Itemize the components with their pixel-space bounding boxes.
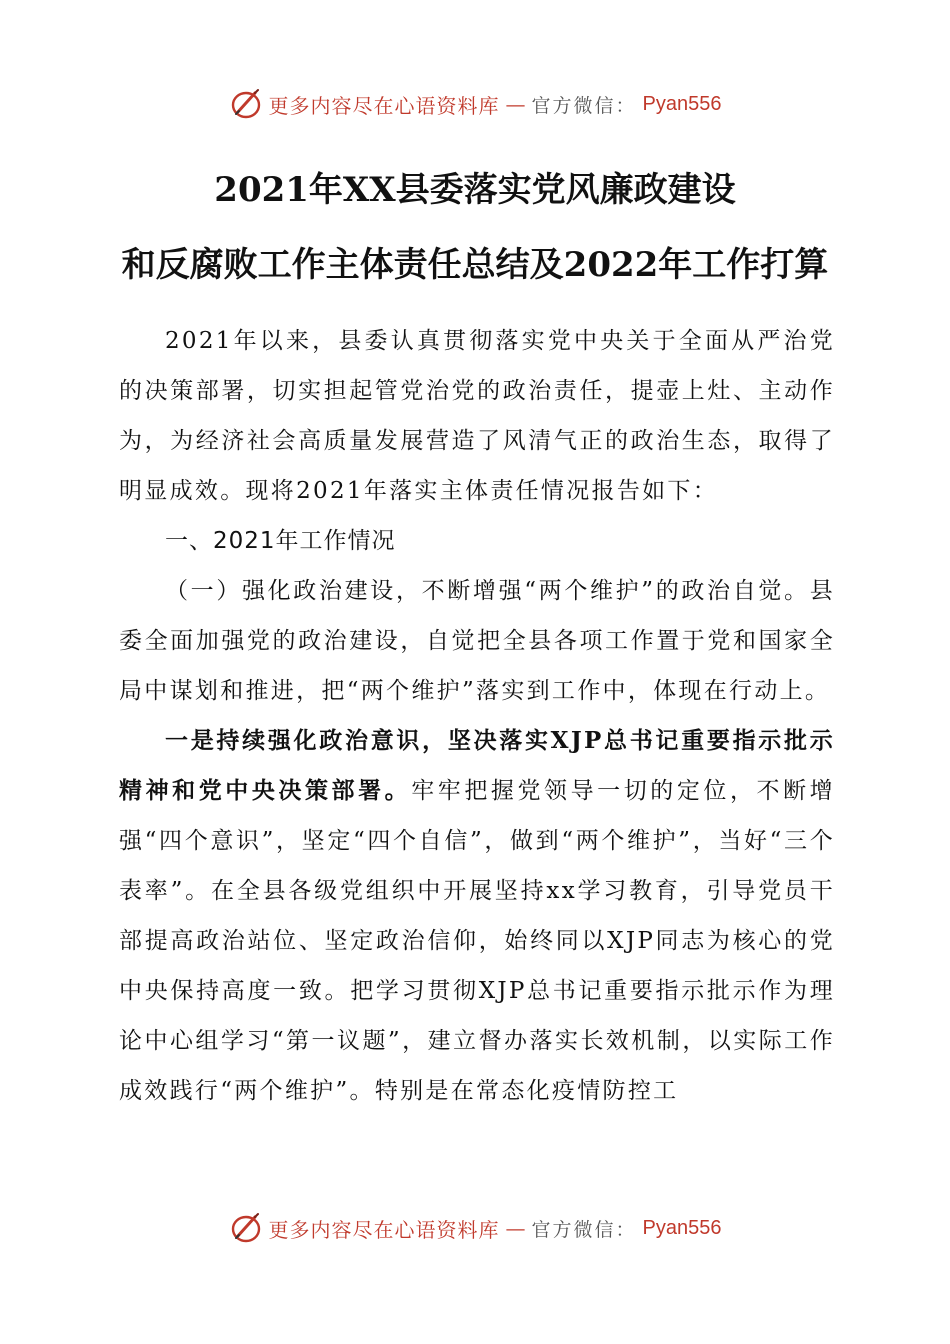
point-paragraph-1 [119, 716, 835, 1116]
watermark-brand: 更多内容尽在心语资料库 [268, 1217, 500, 1242]
pen-logo-icon [229, 87, 263, 121]
point-1-text: 牢牢把握党领导一切的定位，不断增强“四个意识”，坚定“四个自信”，做到“两个维护”，当好“三个表率”。在全县各级党组织中开展坚持xx学习教育，引导党员干部提高政治站位、坚定政治信仰，始终同以XJP同志为核心的党中央保持高度一致。把学习贯彻XJP总书记重要指示批示作为理论中心组学习“第一议题”，建立督办落实长效机制，以实际工作成效践行“两个维护”。特别是在常态化疫情防控工 [119, 778, 835, 1104]
document-body [119, 316, 835, 1116]
intro-paragraph: 2021年以来，县委认真贯彻落实党中央关于全面从严治党的决策部署，切实担起管党治党的政治责任，提壶上灶、主动作为，为经济社会高质量发展营造了风清气正的政治生态，取得了明显成效。现将2021年落实主体责任情况报告如下： [119, 328, 835, 504]
watermark-label: 官方微信： [531, 1218, 637, 1241]
watermark-wechat-id: Pyan556 [642, 92, 722, 115]
section-heading-1: 一、2021年工作情况 [165, 528, 396, 554]
watermark-dash: — [505, 1216, 526, 1240]
header-watermark [0, 84, 950, 124]
watermark-label: 官方微信： [531, 94, 637, 117]
point-1-lead: 一是持续强化政治意识，坚决落实XJP总书记重要指示批示精神和党中央决策部署。 [119, 727, 835, 804]
document-title-line-2: 和反腐败工作主体责任总结及2022年工作打算 [121, 245, 829, 285]
subsection-paragraph-1: （一）强化政治建设，不断增强“两个维护”的政治自觉。县委全面加强党的政治建设，自觉把全县各项工作置于党和国家全局中谋划和推进，把“两个维护”落实到工作中，体现在行动上。 [119, 578, 835, 704]
watermark-dash: — [505, 92, 526, 116]
footer-watermark [0, 1208, 950, 1248]
watermark-brand: 更多内容尽在心语资料库 [268, 93, 500, 118]
document-title-line-1: 2021年XX县委落实党风廉政建设 [214, 170, 736, 210]
watermark-wechat-id: Pyan556 [642, 1216, 722, 1239]
pen-logo-icon [229, 1211, 263, 1245]
